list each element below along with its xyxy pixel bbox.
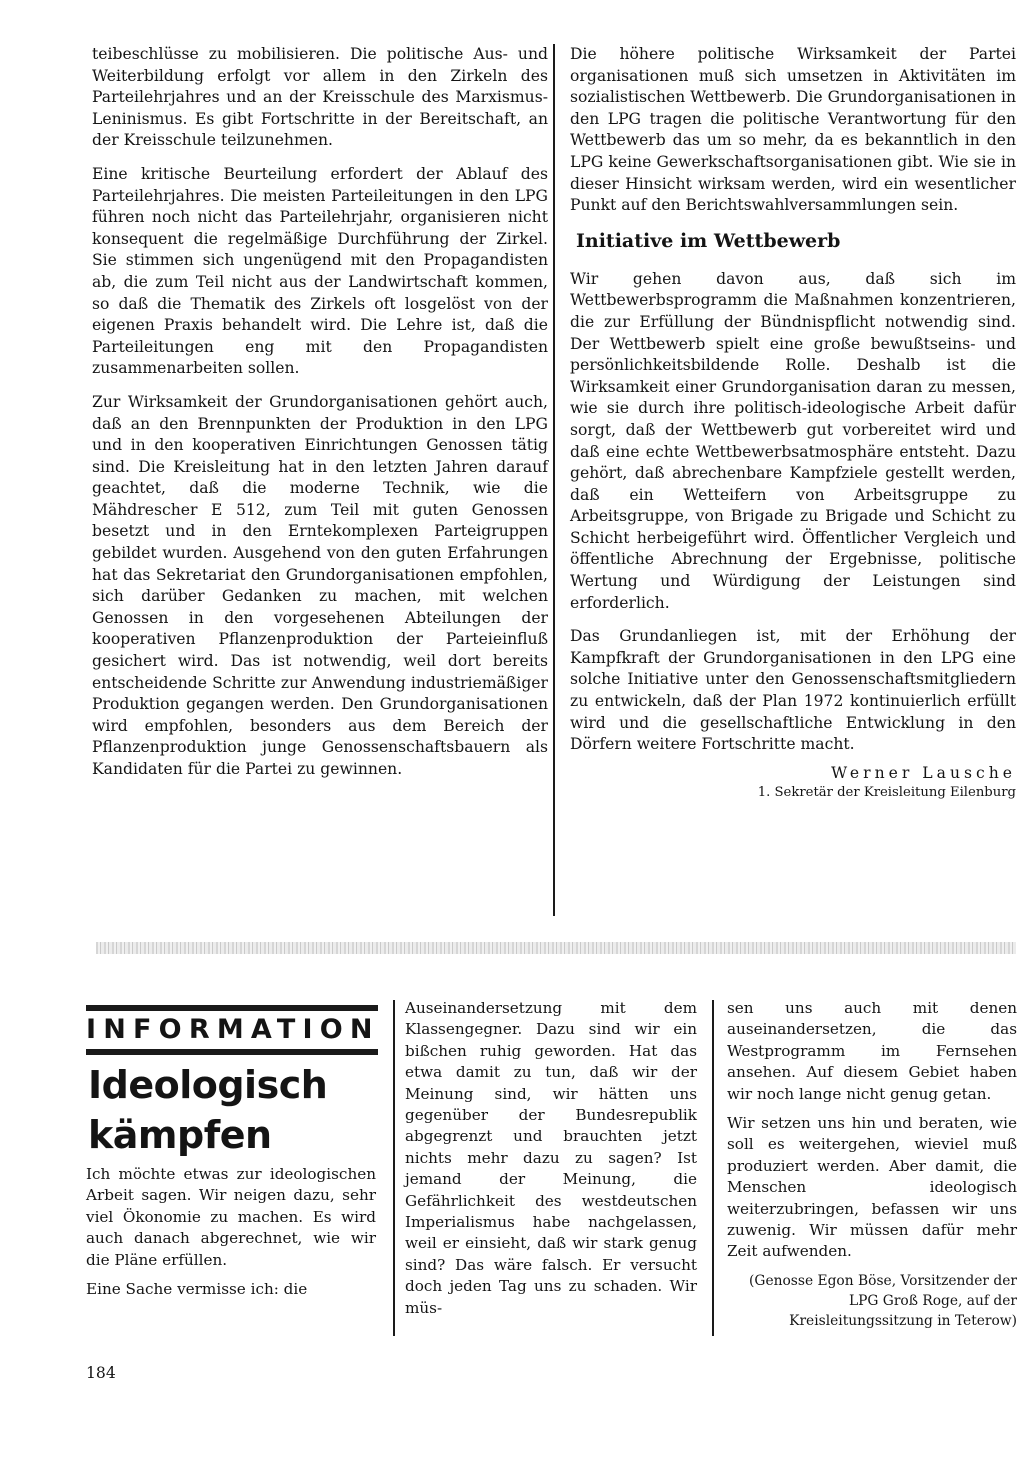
column-divider-info-1 bbox=[393, 1000, 395, 1336]
headline-line: kämpfen bbox=[88, 1113, 272, 1157]
section-separator bbox=[96, 942, 1016, 954]
column-divider-upper bbox=[553, 44, 555, 916]
column-divider-info-2 bbox=[712, 1000, 714, 1336]
paragraph: Das Grundanliegen ist, mit der Erhöhung der Kampfkraft der Grundorganisationen in den LPG eine solche Initiative unter den Genossenschaftsmitgliedern zu entwickeln, daß der Plan 1972 kontinuierlich erfüllt wird und die gesellschaftliche Entwicklung in den Dörfern weitere Fortschritte macht. bbox=[570, 627, 1016, 754]
paragraph: Wir setzen uns hin und beraten, wie soll es weitergehen, wieviel muß produziert werden. Aber damit, die Menschen ideologisch weiterzubringen, befassen wir uns zuwenig. Wir müssen dafür mehr Zeit aufwenden. bbox=[727, 1114, 1017, 1261]
source-note: (Genosse Egon Böse, Vorsitzender der LPG Groß Roge, auf der Kreisleitungssitzung in Teterow) bbox=[749, 1272, 1017, 1329]
author-name: Werner Lausche bbox=[831, 763, 1016, 782]
page-number: 184 bbox=[86, 1364, 116, 1382]
info-column-1 bbox=[86, 1164, 376, 1308]
paragraph: Wir gehen davon aus, daß sich im Wettbewerbsprogramm die Maßnahmen konzentrieren, die zur Erfüllung der Bündnispflicht notwendig sind. Der Wettbewerb spielt eine große bewußtseins- und persönlichkeitsbildende Rolle. Deshalb ist die Wirksamkeit einer Grundorganisation daran zu messen, wie sie durch ihre politisch-ideologische Arbeit dafür sorgt, daß der Wettbewerb gut vorbereitet wird und daß eine echte Wettbewerbsatmosphäre entsteht. Dazu gehört, daß abrechenbare Kampfziele gestellt werden, daß ein Wetteifern von Arbeitsgruppe zu Arbeitsgruppe, von Brigade zu Brigade und Schicht zu Schicht herbeigeführt wird. Öffentlicher Vergleich und öffentliche Abrechnung der Ergebnisse, politische Wertung und Würdigung der Leistungen sind erforderlich. bbox=[570, 269, 1016, 612]
information-label: INFORMATION bbox=[86, 1014, 380, 1045]
upper-column-right bbox=[570, 44, 1016, 802]
information-banner bbox=[86, 1005, 378, 1055]
paragraph: Auseinandersetzung mit dem Klassengegner. Dazu sind wir ein bißchen ruhig geworden. Hat das etwa damit zu tun, daß wir der Meinung sind, wir hätten uns gegenüber der Bundesrepublik abgegrenzt und brauchten jetzt nichts mehr dazu zu sagen? Ist jemand der Meinung, die Gefährlichkeit des westdeutschen Imperialismus habe nachgelassen, weil er einsieht, daß wir stark genug sind? Das wäre falsch. Er versucht doch jeden Tag uns zu schaden. Wir müs- bbox=[405, 999, 697, 1317]
paragraph: Die höhere politische Wirksamkeit der Partei organisationen muß sich umsetzen in Aktivitäten im sozialistischen Wettbewerb. Die Grundorganisationen in den LPG tragen die politische Verantwortung für den Wettbewerb das um so mehr, da es bekanntlich in den LPG keine Gewerkschaftsorganisationen gibt. Wie sie in dieser Hinsicht wirksam werden, wird ein wesentlicher Punkt auf den Berichtswahlversammlungen sein. bbox=[570, 45, 1016, 215]
info-column-2 bbox=[405, 998, 697, 1327]
upper-column-left bbox=[92, 44, 548, 793]
paragraph: sen uns auch mit denen auseinandersetzen, die das Westprogramm im Fernsehen ansehen. Auf diesem Gebiet haben wir noch lange nicht genug getan. bbox=[727, 999, 1017, 1103]
paragraph: Ich möchte etwas zur ideologischen Arbeit sagen. Wir neigen dazu, sehr viel Ökonomie zu machen. Es wird auch danach abgerechnet, wie wir die Pläne erfüllen. bbox=[86, 1165, 376, 1269]
paragraph: Zur Wirksamkeit der Grundorganisationen gehört auch, daß an den Brennpunkten der Produktion in den LPG und in den kooperativen Einrichtungen Genossen tätig sind. Die Kreisleitung hat in den letzten Jahren darauf geachtet, daß die moderne Technik, wie die Mähdrescher E 512, zum Teil mit guten Genossen besetzt und in den Erntekomplexen Parteigruppen gebildet wurden. Ausgehend von den guten Erfahrungen hat das Sekretariat den Grundorganisationen empfohlen, sich darüber Gedanken zu machen, mit welchen Genossen in den vorgesehenen Abteilungen der kooperativen Pflanzenproduktion der Parteieinfluß gesichert wird. Das ist notwendig, weil dort bereits entscheidende Schritte zur Anwendung industriemäßiger Produktion gegangen werden. Den Grundorganisationen wird empfohlen, besonders aus dem Bereich der Pflanzenproduktion junge Genossenschaftsbauern als Kandidaten für die Partei zu gewinnen. bbox=[92, 392, 548, 778]
author-role: 1. Sekretär der Kreisleitung Eilenburg bbox=[757, 784, 1016, 800]
section-heading: Initiative im Wettbewerb bbox=[576, 229, 841, 252]
headline-line: Ideologisch bbox=[88, 1063, 328, 1107]
article-headline bbox=[88, 1060, 380, 1160]
info-column-3 bbox=[727, 998, 1017, 1339]
paragraph: Eine Sache vermisse ich: die bbox=[86, 1280, 308, 1299]
paragraph: teibeschlüsse zu mobilisieren. Die politische Aus- und Weiterbildung erfolgt vor allem in den Zirkeln des Parteilehrjahres und an der Kreisschule des Marxismus-Leninismus. Es gibt Fortschritte in der Bereitschaft, an der Kreisschule teilzunehmen. bbox=[92, 45, 548, 150]
paragraph: Eine kritische Beurteilung erfordert der Ablauf des Parteilehrjahres. Die meisten Parteileitungen in den LPG führen noch nicht das Parteilehrjahr, organisieren nicht konsequent die regelmäßige Durchführung der Zirkel. Sie stimmen sich ungenügend mit den Propagandisten ab, die zum Teil nicht aus der Landwirtschaft kommen, so daß die Thematik des Zirkels oft losgelöst von der eigenen Praxis behandelt wird. Die Lehre ist, daß die Parteileitungen eng mit den Propagandisten zusammenarbeiten sollen. bbox=[92, 164, 548, 378]
